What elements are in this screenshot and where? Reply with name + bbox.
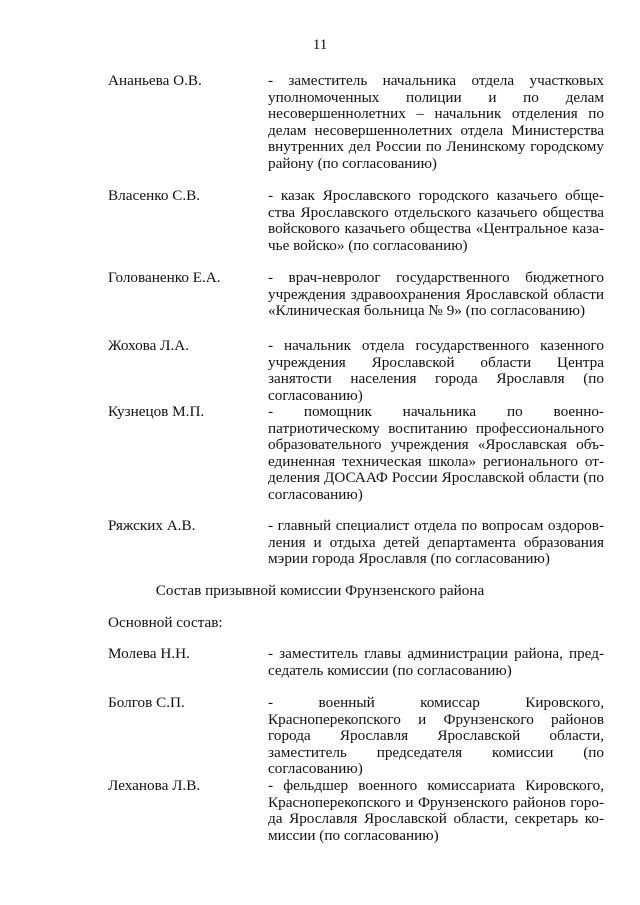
member-position: - главный специалист отдела по вопросам оздоровления и отдыха детей департамента образования мэрии города Ярославля (по согласованию)	[268, 517, 604, 568]
member-position: - врач-невролог государственного бюджетного учреждения здравоохранения Ярославской области «Клиническая больница № 9» (по согласованию)	[268, 269, 604, 320]
member-position: - начальник отдела государственного казенного учреждения Ярославской области Центра занятости населения города Ярославля (по согласованию)	[268, 337, 604, 404]
member-position: - заместитель главы администрации района, председатель комиссии (по согласованию)	[268, 645, 604, 679]
member-name: Власенко С.В.	[108, 187, 201, 204]
member-name: Леханова Л.В.	[108, 777, 201, 794]
section-title: Состав призывной комиссии Фрунзенского района	[155, 582, 485, 599]
member-name: Молева Н.Н.	[108, 645, 190, 662]
member-name: Ряжских А.В.	[108, 517, 196, 534]
main-composition-label: Основной состав:	[108, 614, 223, 631]
member-name: Кузнецов М.П.	[108, 403, 205, 420]
member-position: - заместитель начальника отдела участковых уполномоченных полиции и по делам несовершеннолетних – начальник отделения по делам несовершеннолетних отдела Министерства внутренних дел России по Ленинскому городскому району (по согласованию)	[268, 72, 604, 172]
member-position: - фельдшер военного комиссариата Кировского, Красноперекопского и Фрунзенского районов города Ярославля Ярославской области, секретарь комиссии (по согласованию)	[268, 777, 604, 844]
member-position: - помощник начальника по военно-патриотическому воспитанию профессионального образовательного учреждения «Ярославская объединенная техническая школа» регионального отделения ДОСААФ России Ярославской области (по согласованию)	[268, 403, 604, 503]
member-name: Болгов С.П.	[108, 694, 185, 711]
member-name: Ананьева О.В.	[108, 72, 202, 89]
member-position: - казак Ярославского городского казачьего общества Ярославского отдельского казачьего общества войскового казачьего общества «Центральное казачье войско» (по согласованию)	[268, 187, 604, 254]
member-name: Голованенко Е.А.	[108, 269, 221, 286]
page-number: 11	[312, 36, 328, 53]
member-name: Жохова Л.А.	[108, 337, 190, 354]
member-position: - военный комиссар Кировского, Красноперекопского и Фрунзенского районов города Ярославля Ярославской области, заместитель председателя комиссии (по согласованию)	[268, 694, 604, 778]
